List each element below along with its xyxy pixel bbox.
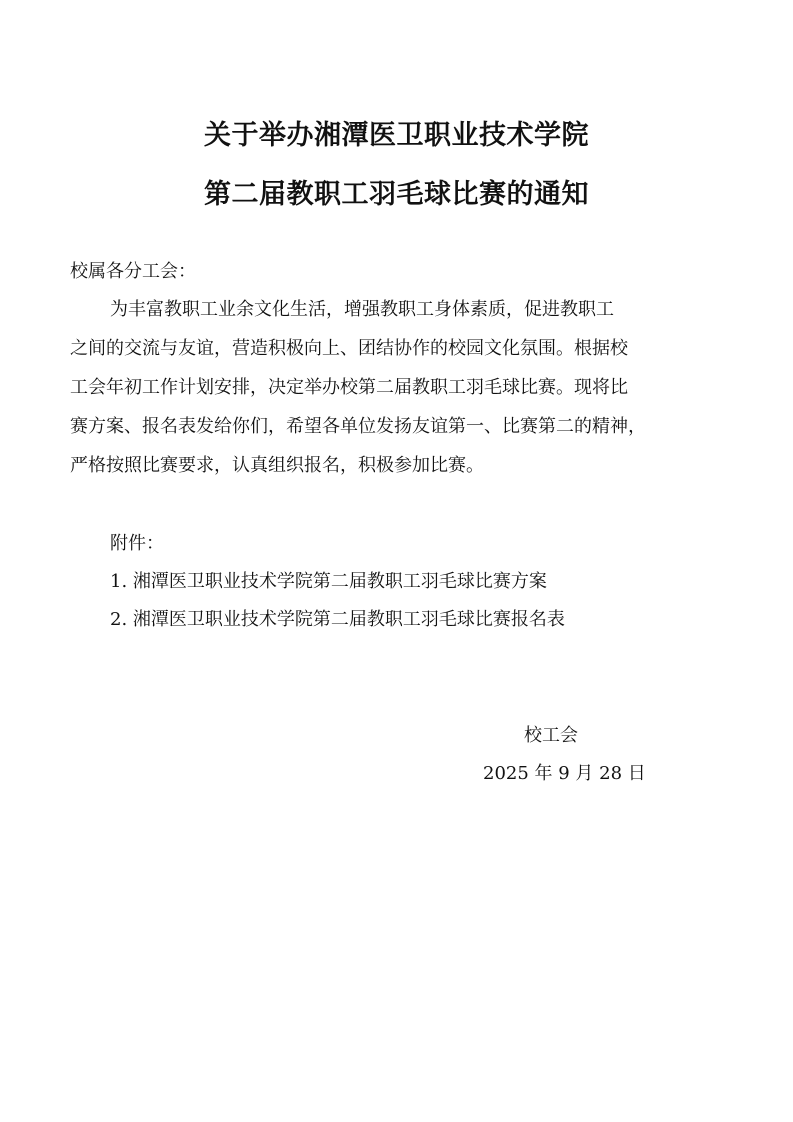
document-title-line-1: 关于举办湘潭医卫职业技术学院: [204, 120, 589, 151]
issue-date: 2025 年 9 月 28 日: [483, 763, 646, 784]
body-paragraph-line-4: 赛方案、报名表发给你们，希望各单位发扬友谊第一、比赛第二的精神，: [70, 416, 646, 437]
body-paragraph-line-5: 严格按照比赛要求，认真组织报名，积极参加比赛。: [70, 455, 484, 476]
attachments-label: 附件：: [110, 533, 164, 554]
attachment-item-1: 1. 湘潭医卫职业技术学院第二届教职工羽毛球比赛方案: [110, 571, 547, 592]
attachment-item-2: 2. 湘潭医卫职业技术学院第二届教职工羽毛球比赛报名表: [110, 609, 565, 630]
salutation: 校属各分工会：: [70, 261, 196, 282]
body-paragraph-line-2: 之间的交流与友谊，营造积极向上、团结协作的校园文化氛围。根据校: [70, 338, 628, 359]
signature: 校工会: [524, 725, 578, 746]
body-paragraph-line-1: 为丰富教职工业余文化生活，增强教职工身体素质，促进教职工: [110, 299, 614, 320]
document-title-line-2: 第二届教职工羽毛球比赛的通知: [204, 179, 589, 210]
body-paragraph-line-3: 工会年初工作计划安排，决定举办校第二届教职工羽毛球比赛。现将比: [70, 377, 628, 398]
